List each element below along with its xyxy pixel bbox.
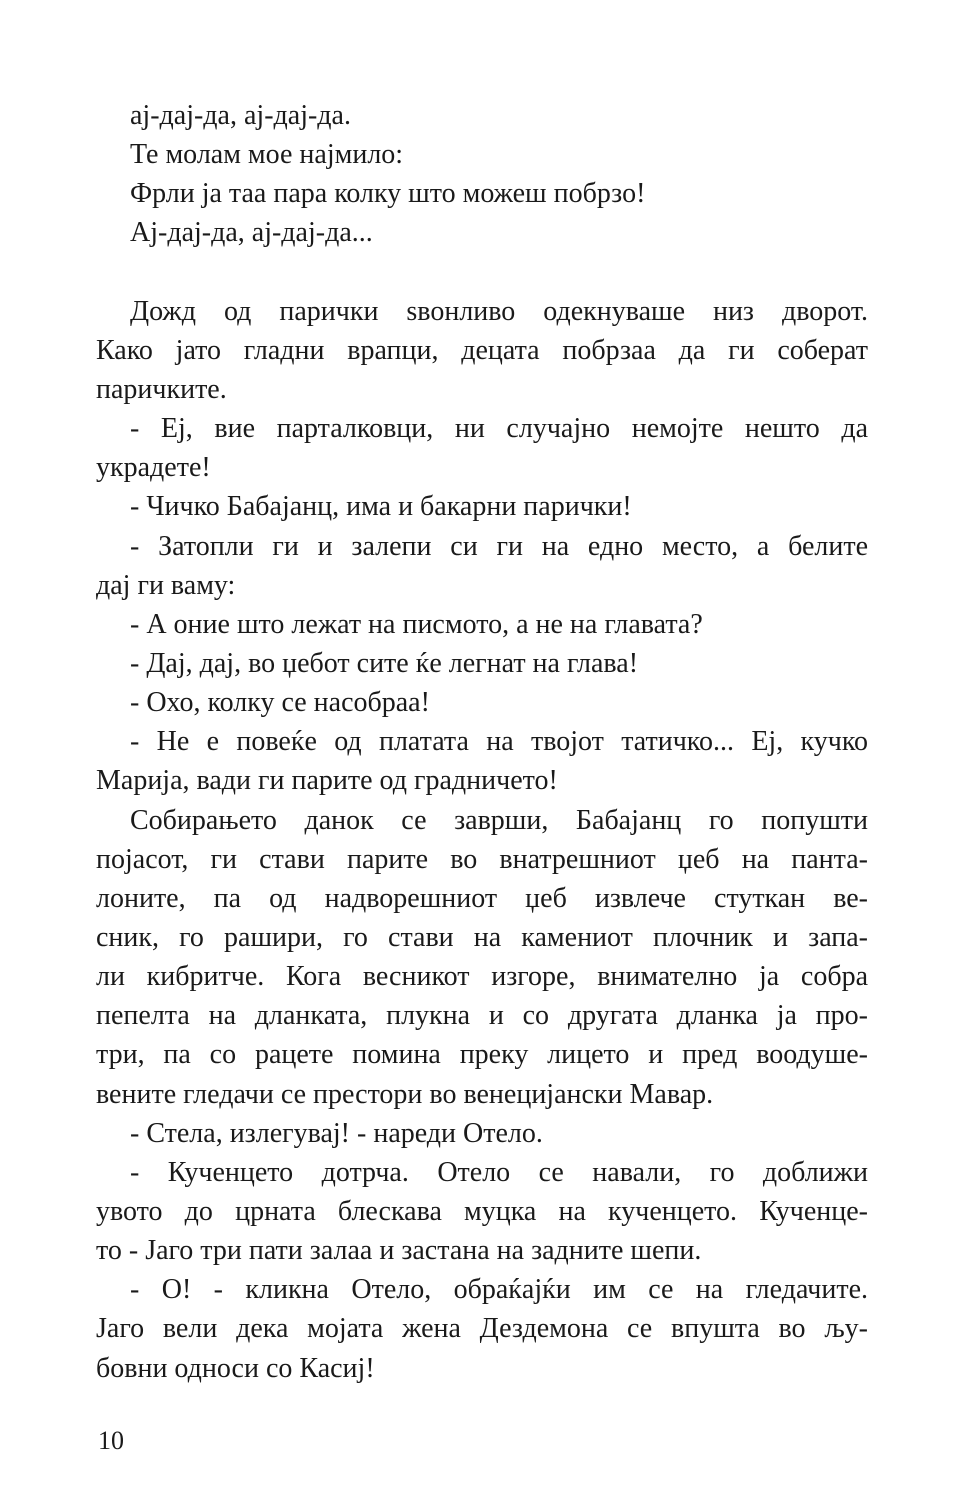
text-line: сник, го рашири, го стави на камениот плочник и запа- xyxy=(96,921,868,953)
text-line: Јаго вели дека мојата жена Дездемона се впушта во љу- xyxy=(96,1313,868,1345)
text-line: - Стела, излегувај! - нареди Отело. xyxy=(130,1117,543,1149)
text-line: дај ги ваму: xyxy=(96,569,236,601)
text-line: паричките. xyxy=(96,373,227,405)
text-line: украдете! xyxy=(96,452,211,484)
verse-line: Фрли ја таа пара колку што можеш побрзо! xyxy=(130,178,646,210)
text-line: увото до црната блескава муцка на кученцето. Кученце- xyxy=(96,1195,868,1227)
text-line: - Охо, колку се насобраа! xyxy=(130,687,430,719)
page-text xyxy=(96,96,868,1388)
verse-line: Те молам мое најмило: xyxy=(130,139,404,171)
text-line: - О! - кликна Отело, обраќајќи им се на гледачите. xyxy=(130,1274,868,1306)
text-line: ли кибритче. Кога весникот изгоре, внимателно ја собра xyxy=(96,961,868,993)
text-line: - Дај, дај, во џебот сите ќе легнат на глава! xyxy=(130,647,639,679)
text-line: Дожд од парички ѕвонливо одекнуваше низ дворот. xyxy=(130,295,868,327)
verse-line: Ај-дај-да, ај-дај-да... xyxy=(130,217,373,249)
text-line: појасот, ги стави парите во внатрешниот џеб на панта- xyxy=(96,843,868,875)
text-line: бовни односи со Касиј! xyxy=(96,1352,375,1384)
stanza-gap xyxy=(96,253,868,292)
text-line: три, па со рацете помина преку лицето и пред воодуше- xyxy=(96,1039,868,1071)
text-line: лоните, па од надворешниот џеб извлече стуткан ве- xyxy=(96,882,868,914)
text-line: - А оние што лежат на писмото, а не на главата? xyxy=(130,608,703,640)
verse-line: ај-дај-да, ај-дај-да. xyxy=(130,100,351,131)
text-line: - Не е повеќе од платата на твојот татичко... Еј, кучко xyxy=(130,726,868,758)
verse-block xyxy=(96,96,868,253)
text-line: Како јато гладни врапци, децата побрзаа да ги соберат xyxy=(96,334,868,366)
text-line: - Еј, вие парталковци, ни случајно немојте нешто да xyxy=(130,413,868,445)
text-line: - Кученцето дотрча. Отело се навали, го доближи xyxy=(130,1156,868,1188)
text-line: вените гледачи се престори во венецијански Мавар. xyxy=(96,1078,714,1110)
prose-block xyxy=(96,292,868,1388)
text-line: пепелта на дланката, плукна и со другата дланка ја про- xyxy=(96,1000,868,1032)
text-line: - Затопли ги и залепи си ги на едно место, а белите xyxy=(130,530,868,562)
text-line: Собирањето данок се заврши, Бабајанц го попушти xyxy=(130,804,868,836)
text-line: то - Јаго три пати залаа и застана на задните шепи. xyxy=(96,1235,702,1267)
text-line: - Чичко Бабајанц, има и бакарни парички! xyxy=(130,491,632,523)
text-line: Марија, вади ги парите од градничето! xyxy=(96,765,558,797)
page-number: 10 xyxy=(98,1426,124,1455)
